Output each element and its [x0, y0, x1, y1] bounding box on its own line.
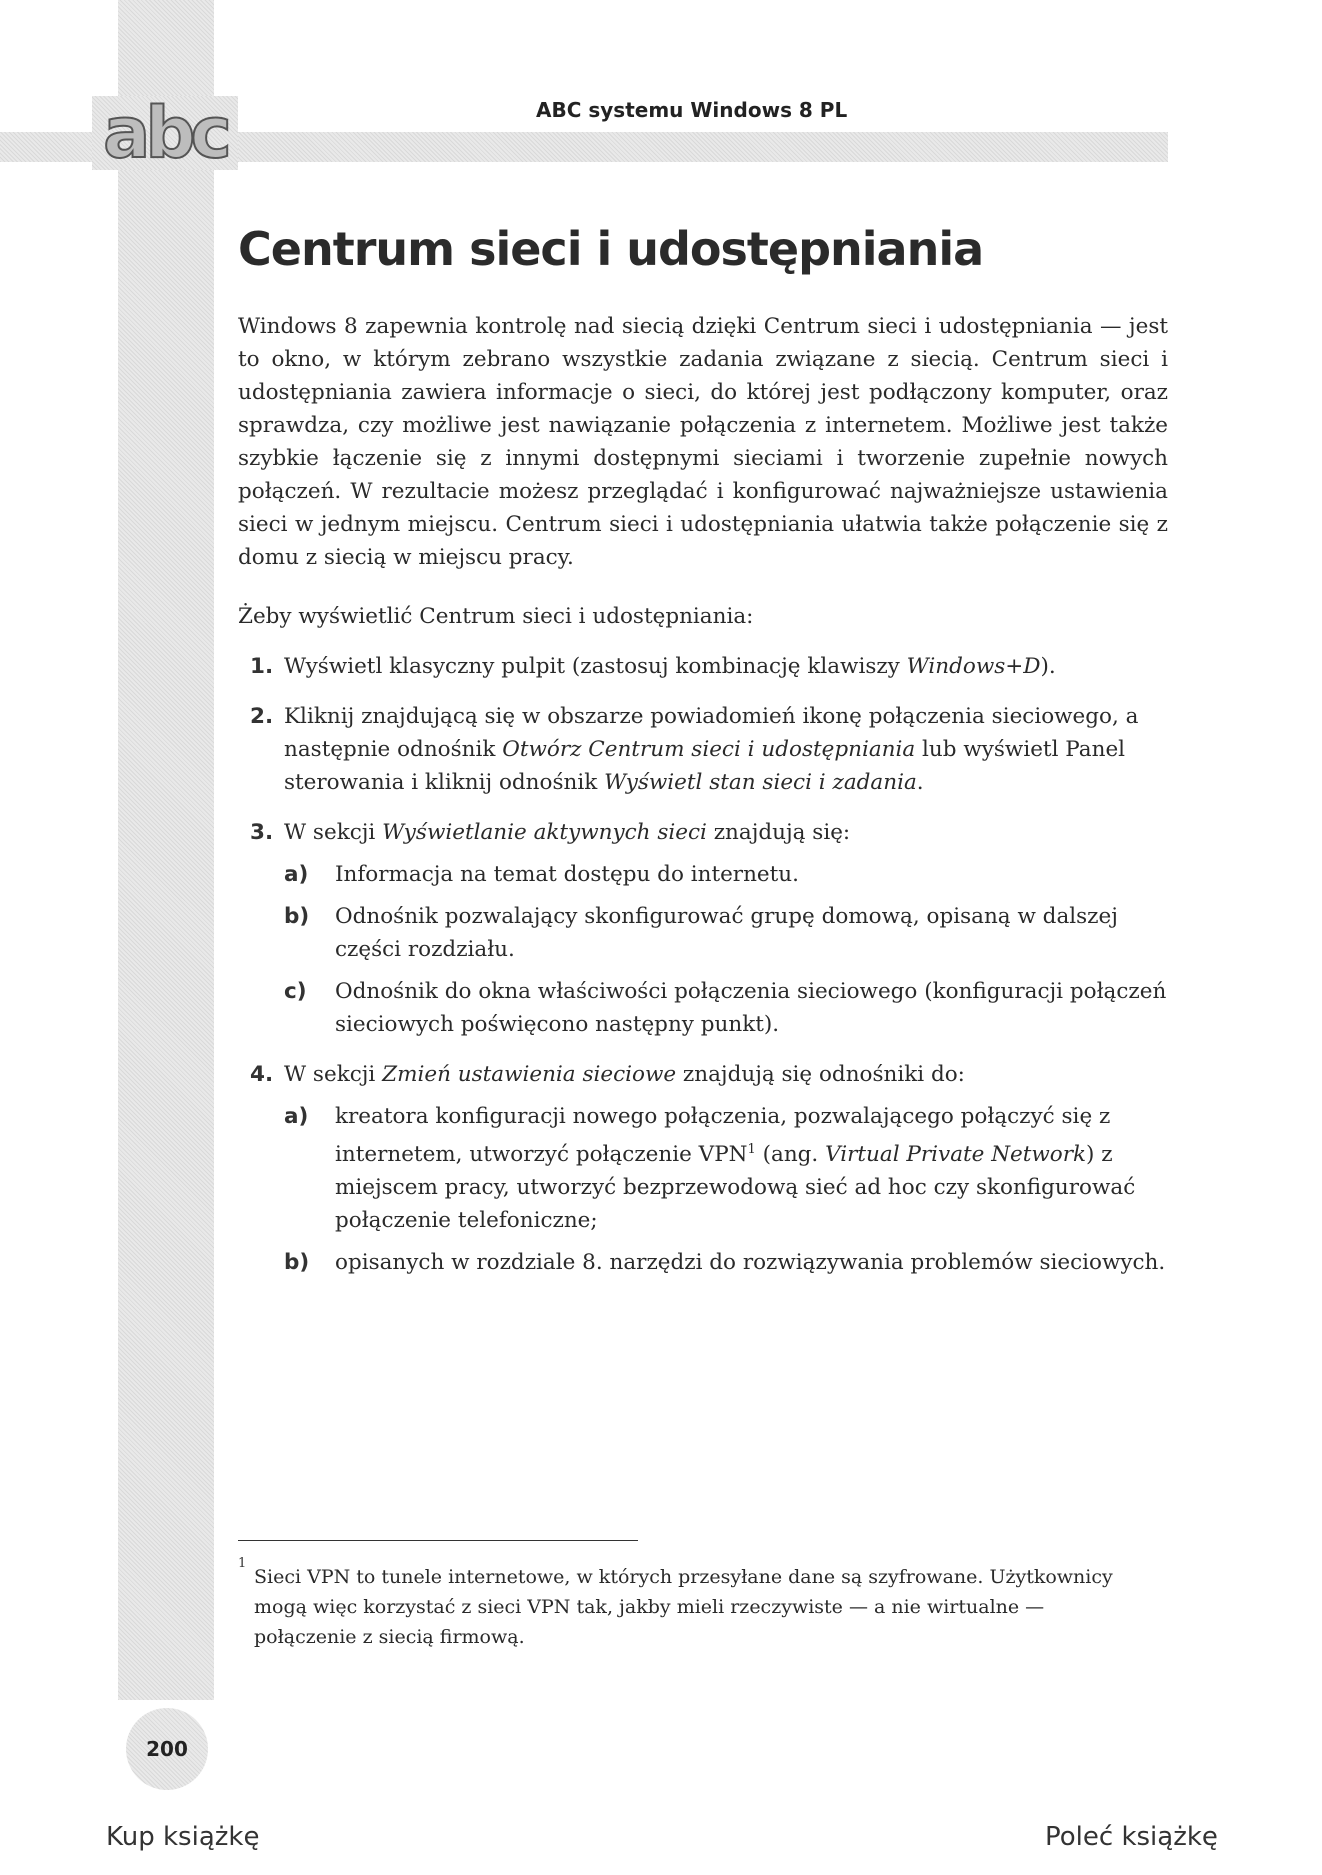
abc-logo: abc: [92, 96, 238, 170]
footnote-marker: 1: [238, 1556, 247, 1571]
running-head: ABC systemu Windows 8 PL: [536, 98, 848, 122]
step-text: W sekcji: [284, 1062, 383, 1087]
recommend-book-link[interactable]: Poleć książkę: [1045, 1822, 1218, 1852]
step-text: .: [916, 770, 924, 795]
section-name: Zmień ustawienia sieciowe: [382, 1062, 677, 1087]
substep-text: Odnośnik do okna właściwości połączenia sieciowego (konfiguracji połączeń sieciowych poświęcono następny punkt).: [335, 979, 1167, 1037]
header-band-left: [0, 132, 92, 162]
footnote-text: Sieci VPN to tunele internetowe, w których przesyłane dane są szyfrowane. Użytkownicy mogą więc korzystać z sieci VPN tak, jakby mieli rzeczywiste — a nie wirtualne — połączenie z siecią firmową.: [254, 1566, 1113, 1648]
substep-text: opisanych w rozdziale 8. narzędzi do rozwiązywania problemów sieciowych.: [335, 1250, 1166, 1276]
step-text: Wyświetl klasyczny pulpit (zastosuj kombinację klawiszy: [284, 654, 907, 679]
substep-item: [284, 858, 1168, 891]
page-title: Centrum sieci i udostępniania: [238, 222, 984, 276]
step-number: 4.: [250, 1062, 274, 1087]
term: Virtual Private Network: [825, 1142, 1087, 1168]
substep-text: Odnośnik pozwalający skonfigurować grupę domową, opisaną w dalszej części rozdziału.: [335, 904, 1118, 962]
lead-in-text: Żeby wyświetlić Centrum sieci i udostępniania:: [238, 604, 754, 629]
side-decorative-strip: [118, 0, 214, 1700]
substep-letter: a): [284, 1104, 309, 1129]
substep-letter: a): [284, 862, 309, 887]
step-text: ).: [1040, 654, 1056, 679]
step-item: [238, 816, 1168, 1041]
substep-text: kreatora konfiguracji nowego połączenia, pozwalającego połączyć się z internetem, utworzyć połączenie VPN: [335, 1104, 1111, 1168]
substep-letter: b): [284, 1250, 310, 1276]
header-band-right: [238, 132, 1168, 162]
step-item: [238, 700, 1168, 799]
substep-text: (ang.: [755, 1142, 826, 1168]
substep-letter: b): [284, 904, 310, 929]
step-number: 2.: [250, 704, 274, 729]
page-number: 200: [126, 1708, 208, 1790]
substep-text: Informacja na temat dostępu do internetu.: [335, 862, 799, 887]
substep-item: [284, 1246, 1168, 1279]
steps-list: [238, 650, 1168, 1296]
substep-item: [284, 1100, 1168, 1237]
substeps-list: [284, 858, 1168, 1041]
intro-paragraph: Windows 8 zapewnia kontrolę nad siecią dzięki Centrum sieci i udostępniania — jest to okno, w którym zebrano wszystkie zadania związane z siecią. Centrum sieci i udostępniania zawiera informacje o sieci, do której jest podłączony komputer, oraz sprawdza, czy możliwe jest nawiązanie połączenia z internetem. Możliwe jest także szybkie łączenie się z innymi dostępnymi sieciami i tworzenie zupełnie nowych połączeń. W rezultacie możesz przeglądać i konfigurować najważniejsze ustawienia sieci w jednym miejscu. Centrum sieci i udostępniania ułatwia także połączenie się z domu z siecią w miejscu pracy.: [238, 314, 1168, 570]
step-text: znajdują się odnośniki do:: [676, 1062, 965, 1087]
link-name: Wyświetl stan sieci i zadania: [604, 770, 917, 795]
buy-book-link[interactable]: Kup książkę: [106, 1822, 260, 1852]
substep-text: ) z miejscem pracy, utworzyć bezprzewodową sieć ad hoc czy skonfigurować połączenie telefoniczne;: [335, 1142, 1136, 1234]
step-number: 1.: [250, 654, 274, 679]
step-text: lub wyświetl Panel sterowania i kliknij odnośnik: [284, 737, 1126, 795]
step-item: [238, 650, 1168, 683]
substep-item: [284, 900, 1168, 966]
step-text: Kliknij znajdującą się w obszarze powiadomień ikonę połączenia sieciowego, a następnie odnośnik: [284, 704, 1139, 762]
step-item: [238, 1058, 1168, 1279]
substep-letter: c): [284, 979, 307, 1004]
substeps-list: [284, 1100, 1168, 1279]
step-text: znajdują się:: [706, 820, 851, 845]
step-text: W sekcji: [284, 820, 383, 845]
key-combination: Windows+D: [906, 654, 1041, 679]
section-name: Wyświetlanie aktywnych sieci: [382, 820, 707, 845]
link-name: Otwórz Centrum sieci i udostępniania: [502, 737, 916, 762]
step-number: 3.: [250, 820, 274, 845]
footnote-divider: [238, 1540, 638, 1541]
footnote-reference: 1: [747, 1142, 756, 1157]
substep-item: [284, 975, 1168, 1041]
